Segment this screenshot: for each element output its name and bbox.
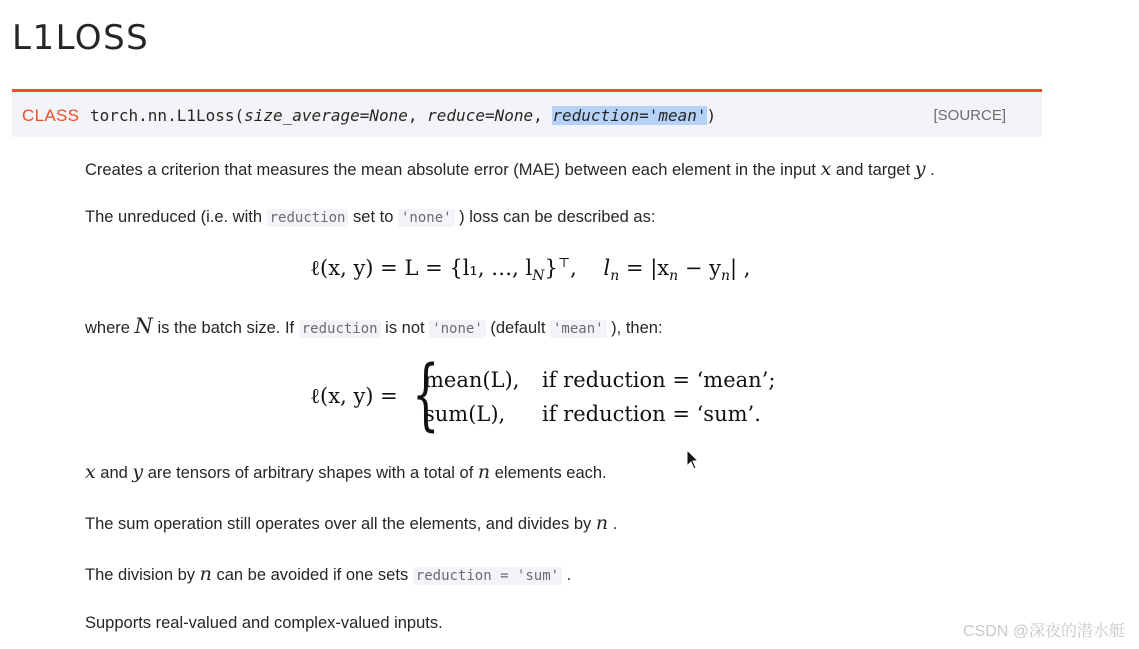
text: The unreduced (i.e. with	[85, 208, 267, 226]
math-y: y	[914, 158, 926, 180]
signature-suffix: )	[706, 106, 717, 125]
text: .	[925, 161, 935, 179]
paragraph-unreduced	[85, 208, 655, 227]
eq-rhs: − y	[678, 256, 721, 280]
text: .	[608, 515, 618, 533]
param-reduction-highlighted: reduction='mean'	[552, 106, 707, 125]
watermark: CSDN @深夜的潜水艇	[962, 623, 1125, 640]
param-sep: ,	[533, 106, 553, 125]
source-link[interactable]: [SOURCE]	[933, 107, 1006, 124]
param-sep: ,	[407, 106, 428, 125]
eq-sub: n	[720, 268, 731, 285]
eq-l: l	[603, 256, 611, 280]
math-y: y	[132, 461, 144, 483]
text: set to	[348, 208, 398, 226]
eq-sub: n	[610, 268, 620, 285]
inline-code: reduction	[299, 320, 381, 338]
text: (default	[485, 319, 550, 337]
paragraph-shapes	[85, 461, 607, 483]
eq-sub: N	[532, 268, 545, 285]
eq-sub: n	[669, 268, 679, 285]
math-x: x	[85, 461, 96, 483]
inline-code: 'mean'	[550, 320, 607, 338]
paragraph-division	[85, 563, 571, 585]
math-n: n	[199, 563, 212, 585]
math-n: n	[595, 512, 609, 534]
paragraph-sum-op	[85, 512, 617, 534]
eq-rhs: = |x	[619, 256, 670, 280]
math-x: x	[820, 158, 832, 180]
case-sum: sum(L),	[424, 402, 506, 426]
math-N: N	[134, 314, 153, 338]
text: ), then:	[606, 319, 663, 337]
paragraph-batch	[85, 314, 663, 338]
eq-lhs: ℓ(x, y) = L = {l₁, …, l	[310, 256, 533, 280]
equation-reduced-lhs: ℓ(x, y) =	[310, 384, 398, 408]
inline-code: reduction	[267, 209, 349, 227]
inline-code: 'none'	[429, 320, 486, 338]
text: .	[562, 566, 572, 584]
math-n: n	[477, 461, 491, 483]
class-keyword: CLASS	[22, 106, 80, 125]
text: elements each.	[490, 464, 607, 482]
text: is not	[380, 319, 430, 337]
text: are tensors of arbitrary shapes with a total of	[143, 464, 478, 482]
inline-code: 'none'	[398, 209, 455, 227]
param-reduce: reduce=None	[427, 106, 534, 125]
cond-sum: if reduction = ‘sum’.	[542, 402, 761, 426]
class-signature	[12, 89, 1042, 137]
text: and target	[831, 161, 915, 179]
text: ) loss can be described as:	[454, 208, 656, 226]
text: The division by	[85, 566, 200, 584]
param-size-average: size_average=None	[244, 106, 408, 125]
cond-mean: if reduction = ‘mean’;	[542, 368, 776, 392]
paragraph-complex: Supports real-valued and complex-valued inputs.	[85, 614, 443, 632]
paragraph-description	[85, 158, 935, 180]
case-mean: mean(L),	[424, 368, 520, 392]
eq-transpose: ⊤	[557, 256, 571, 271]
text: The sum operation still operates over all the elements, and divides by	[85, 515, 596, 533]
inline-code: reduction = 'sum'	[413, 567, 562, 585]
text: can be avoided if one sets	[211, 566, 413, 584]
text: where	[85, 319, 135, 337]
cases-brace: {	[412, 350, 440, 440]
text: and	[95, 464, 133, 482]
text: is the batch size. If	[152, 319, 299, 337]
eq-rhs: | ,	[730, 256, 751, 280]
signature-prefix: torch.nn.L1Loss(	[90, 106, 245, 125]
page-title: L1LOSS	[12, 18, 150, 58]
eq-brace: }	[544, 256, 558, 280]
eq-comma: ,	[570, 256, 577, 280]
equation-unreduced	[310, 256, 750, 284]
signature-code	[90, 106, 716, 125]
text: Creates a criterion that measures the mean absolute error (MAE) between each element in the input	[85, 161, 821, 179]
mouse-cursor-icon	[686, 449, 700, 471]
